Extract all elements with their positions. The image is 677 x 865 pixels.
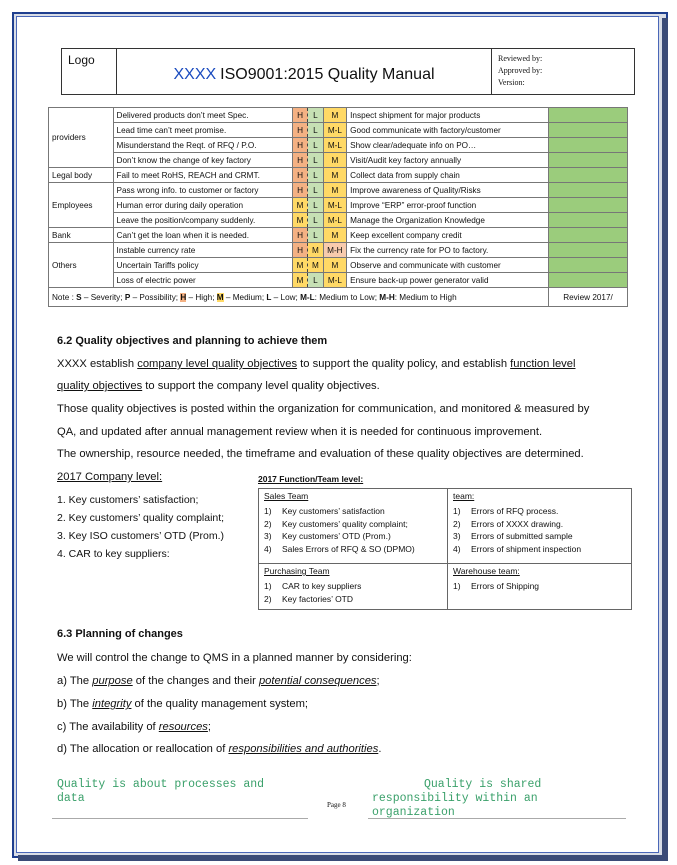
purchasing-team-cell [259, 564, 448, 610]
status-cell [549, 108, 628, 123]
cell-title: Sales Team [264, 491, 309, 501]
possibility-cell: L [308, 228, 323, 243]
list-item: 2) Errors of XXXX drawing. [453, 518, 564, 529]
possibility-cell: L [308, 198, 323, 213]
possibility-cell: L [308, 273, 323, 288]
list-item: 2) Key factories’ OTD [264, 593, 354, 604]
risk-row [49, 273, 628, 288]
risk-cell: Delivered products don’t meet Spec. [113, 108, 292, 123]
action-cell: Inspect shipment for major products [347, 108, 549, 123]
version: Version: [498, 78, 525, 87]
action-cell: Observe and communicate with customer [347, 258, 549, 273]
risk-row [49, 108, 628, 123]
list-item: a) The purpose of the changes and their potential consequences; [57, 675, 380, 687]
cell-title: Warehouse team: [453, 566, 520, 576]
review-cell: Review 2017/ [549, 288, 628, 307]
risk-cell: Pass wrong info. to customer or factory [113, 183, 292, 198]
risk-cell: Lead time can’t meet promise. [113, 123, 292, 138]
list-item: 1. Key customers’ satisfaction; [57, 494, 199, 506]
action-cell: Manage the Organization Knowledge [347, 213, 549, 228]
risk-row [49, 183, 628, 198]
risk-row [49, 258, 628, 273]
list-item: 2. Key customers’ quality complaint; [57, 512, 225, 524]
possibility-cell: L [308, 123, 323, 138]
risk-level-cell: M-L [323, 273, 347, 288]
action-cell: Improve awareness of Quality/Risks [347, 183, 549, 198]
section-heading-6-2: 6.2 Quality objectives and planning to achieve them [57, 335, 328, 347]
logo-placeholder: Logo [62, 49, 117, 94]
severity-cell: H [292, 153, 307, 168]
list-item: 3) Key customers’ OTD (Prom.) [264, 531, 391, 541]
possibility-cell: L [308, 153, 323, 168]
severity-cell: H [292, 138, 307, 153]
team-level-title: 2017 Function/Team level: [258, 474, 364, 484]
action-cell: Collect data from supply chain [347, 168, 549, 183]
risk-level-cell: M [323, 153, 347, 168]
risk-level-cell: M [323, 168, 347, 183]
status-cell [549, 153, 628, 168]
paragraph-line: XXXX establish company level quality objectives to support the quality policy, and establish function level [57, 358, 576, 370]
risk-level-cell: M-H [323, 243, 347, 258]
paragraph-line: QA, and updated after annual management review when it is needed for continuous improvement. [57, 426, 543, 438]
list-item: 1) Errors of Shipping [453, 581, 540, 591]
list-item: d) The allocation or reallocation of responsibilities and authorities. [57, 743, 382, 755]
risk-level-cell: M [323, 183, 347, 198]
risk-level-cell: M-L [323, 198, 347, 213]
risk-cell: Fail to meet RoHS, REACH and CRMT. [113, 168, 292, 183]
reviewed-by: Reviewed by: [498, 54, 543, 63]
risk-row [49, 138, 628, 153]
possibility-cell: L [308, 168, 323, 183]
risk-cell: Can’t get the loan when it is needed. [113, 228, 292, 243]
risk-row [49, 243, 628, 258]
list-item: 1) Errors of RFQ process. [453, 506, 559, 516]
risk-level-cell: M [323, 258, 347, 273]
risk-cell: Loss of electric power [113, 273, 292, 288]
possibility-cell: M [308, 258, 323, 273]
team-objectives-table [258, 488, 632, 610]
status-cell [549, 228, 628, 243]
risk-row [49, 123, 628, 138]
list-item: 1) CAR to key suppliers [264, 581, 362, 591]
action-cell: Visit/Audit key factory annually [347, 153, 549, 168]
document-title [117, 49, 492, 94]
risk-level-cell: M-L [323, 213, 347, 228]
risk-note: Note : S – Severity; P – Possibility; H – High; M – Medium; L – Low; M-L: Medium to Low; M-H: Medium to High [49, 288, 549, 307]
warehouse-team-cell [448, 564, 632, 610]
footer-divider [52, 818, 308, 819]
stakeholder-cell: Employees [49, 183, 114, 228]
list-item: 4) Errors of shipment inspection [453, 543, 582, 554]
sales-team-cell [259, 489, 448, 564]
stakeholder-cell: Legal body [49, 168, 114, 183]
list-item: 3) Errors of submitted sample [453, 531, 573, 541]
risk-level-cell: M [323, 228, 347, 243]
footer-divider [368, 818, 626, 819]
status-cell [549, 213, 628, 228]
stakeholder-cell: providers [49, 108, 114, 168]
document-meta [492, 49, 634, 94]
risk-level-cell: M [323, 108, 347, 123]
footer-quote-right: Quality is shared responsibility within an organization [372, 778, 542, 819]
paragraph-line: The ownership, resource needed, the timeframe and evaluation of these quality objectives are determined. [57, 448, 584, 460]
risk-row [49, 213, 628, 228]
list-item: 4. CAR to key suppliers: [57, 548, 170, 560]
action-cell: Ensure back-up power generator valid [347, 273, 549, 288]
status-cell [549, 138, 628, 153]
company-name: XXXX [173, 65, 217, 83]
risk-row [49, 153, 628, 168]
approved-by: Approved by: [498, 66, 543, 75]
company-level-title: 2017 Company level: [57, 471, 163, 483]
possibility-cell: L [308, 138, 323, 153]
risk-table [48, 107, 628, 307]
manual-title: ISO9001:2015 Quality Manual [220, 65, 435, 83]
page-shadow [662, 18, 668, 858]
severity-cell: H [292, 108, 307, 123]
list-item: 2) Key customers’ quality complaint; [264, 518, 408, 529]
severity-cell: M [292, 198, 307, 213]
action-cell: Improve “ERP” error-proof function [347, 198, 549, 213]
stakeholder-cell: Bank [49, 228, 114, 243]
page-shadow [18, 855, 668, 861]
action-cell: Fix the currency rate for PO to factory. [347, 243, 549, 258]
action-cell: Keep excellent company credit [347, 228, 549, 243]
severity-cell: M [292, 213, 307, 228]
risk-cell: Human error during daily operation [113, 198, 292, 213]
severity-cell: H [292, 183, 307, 198]
risk-row [49, 228, 628, 243]
stakeholder-cell: Others [49, 243, 114, 288]
paragraph-line: We will control the change to QMS in a planned manner by considering: [57, 652, 412, 664]
list-item: 1) Key customers’ satisfaction [264, 506, 385, 516]
cell-title: team: [453, 491, 475, 501]
possibility-cell: L [308, 108, 323, 123]
risk-cell: Leave the position/company suddenly. [113, 213, 292, 228]
action-cell: Show clear/adequate info on PO… [347, 138, 549, 153]
risk-level-cell: M-L [323, 123, 347, 138]
list-item: 3. Key ISO customers’ OTD (Prom.) [57, 530, 225, 542]
list-item: c) The availability of resources; [57, 721, 212, 733]
action-cell: Good communicate with factory/customer [347, 123, 549, 138]
possibility-cell: L [308, 213, 323, 228]
paragraph-line: Those quality objectives is posted within the organization for communication, and monitored & measured by [57, 403, 590, 415]
severity-cell: H [292, 123, 307, 138]
status-cell [549, 273, 628, 288]
severity-cell: M [292, 258, 307, 273]
risk-cell: Misunderstand the Reqt. of RFQ / P.O. [113, 138, 292, 153]
list-item: 4) Sales Errors of RFQ & SO (DPMO) [264, 543, 415, 554]
list-item: b) The integrity of the quality management system; [57, 698, 309, 710]
status-cell [549, 258, 628, 273]
severity-cell: H [292, 168, 307, 183]
risk-level-cell: M-L [323, 138, 347, 153]
status-cell [549, 198, 628, 213]
engineering-team-cell [448, 489, 632, 564]
possibility-cell: L [308, 183, 323, 198]
status-cell [549, 168, 628, 183]
risk-cell: Instable currency rate [113, 243, 292, 258]
risk-row [49, 168, 628, 183]
document-header [61, 48, 635, 95]
severity-cell: H [292, 243, 307, 258]
page-number: Page 8 [327, 801, 346, 809]
paragraph-line: quality objectives to support the company level quality objectives. [57, 380, 380, 392]
status-cell [549, 243, 628, 258]
status-cell [549, 123, 628, 138]
section-heading-6-3: 6.3 Planning of changes [57, 628, 183, 640]
status-cell [549, 183, 628, 198]
risk-cell: Uncertain Tariffs policy [113, 258, 292, 273]
severity-cell: H [292, 228, 307, 243]
risk-row [49, 198, 628, 213]
footer-quote-left: Quality is about processes and data [57, 778, 265, 805]
severity-cell: M [292, 273, 307, 288]
risk-cell: Don’t know the change of key factory [113, 153, 292, 168]
possibility-cell: M [308, 243, 323, 258]
cell-title: Purchasing Team [264, 566, 330, 576]
